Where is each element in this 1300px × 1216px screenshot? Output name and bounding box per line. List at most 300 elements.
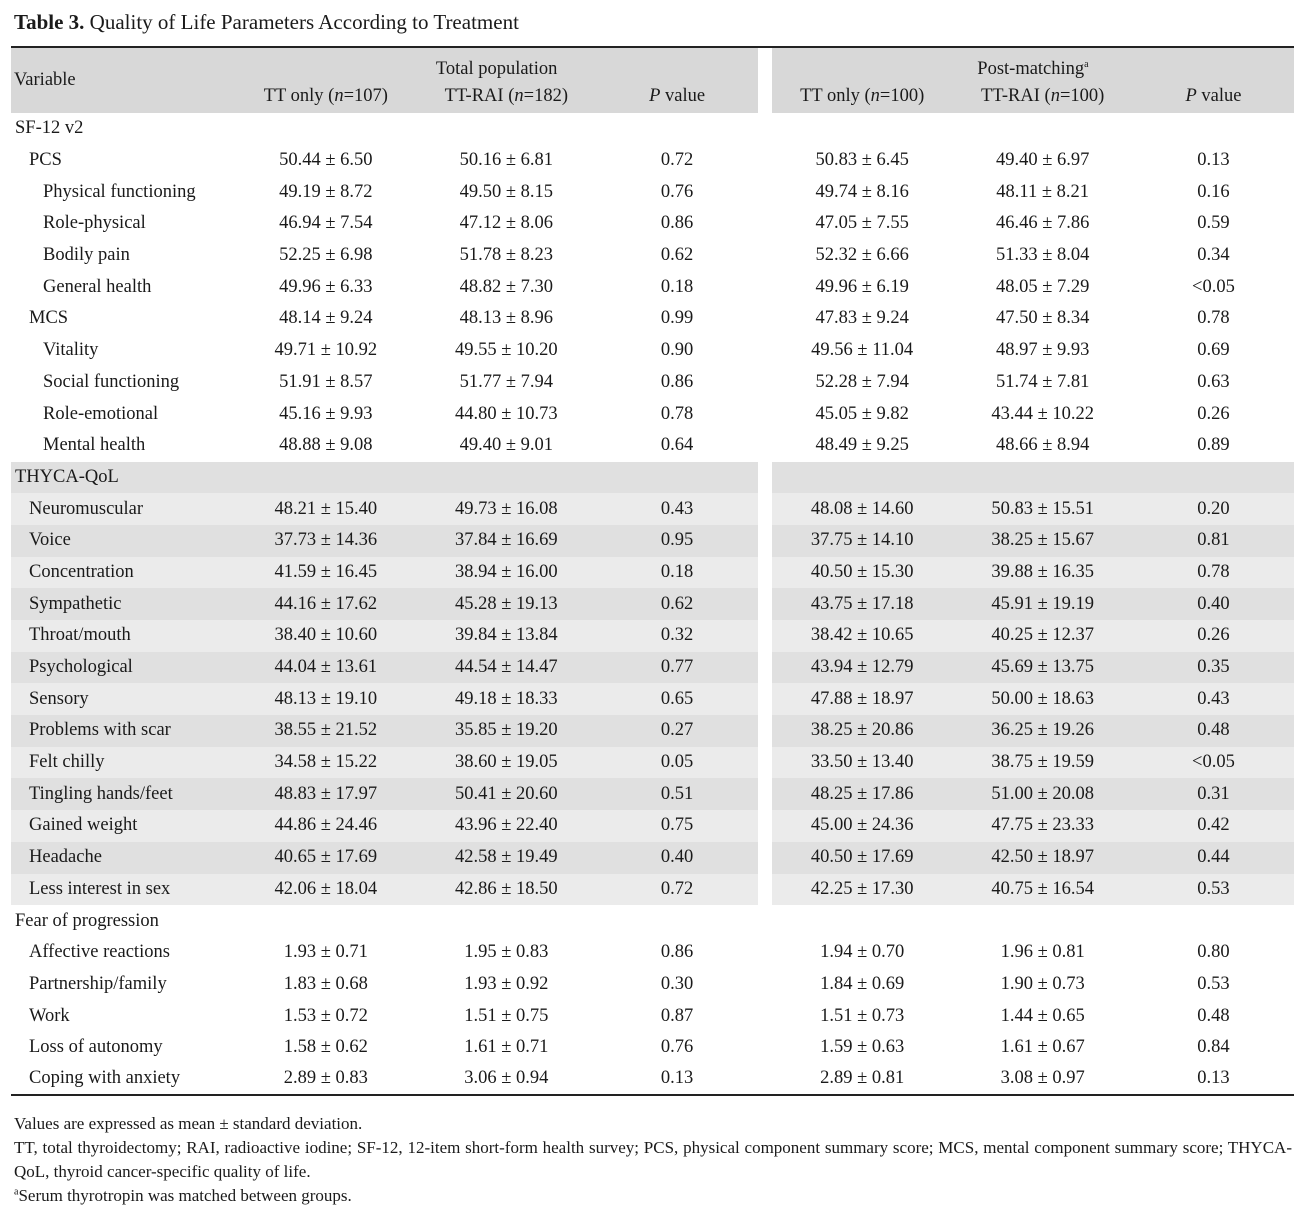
header-group-row: [11, 47, 1294, 80]
tt-rai-total-value: 49.50 ± 8.15: [459, 181, 554, 202]
empty-cell: [772, 113, 952, 145]
row-label: Affective reactions: [29, 942, 170, 963]
header-tt-rai-matched: TT-RAI (n=100): [952, 80, 1132, 113]
footnote-note-text: Serum thyrotropin was matched between groups.: [18, 1186, 352, 1205]
row-label: Felt chilly: [11, 747, 236, 779]
tt-only-matched-value: 42.25 ± 17.30: [772, 874, 952, 906]
p-value-matched: 0.69: [1197, 340, 1230, 361]
tt-only-matched-value: 43.75 ± 17.18: [772, 588, 952, 620]
tt-only-total-value: 42.06 ± 18.04: [236, 874, 416, 906]
table-row: [11, 557, 1294, 589]
tt-only-total-value: 40.65 ± 17.69: [236, 842, 416, 874]
header-total-population: Total population: [236, 47, 758, 80]
row-label: Voice: [11, 525, 236, 557]
table-row: [11, 969, 1294, 1001]
column-gap: [758, 176, 772, 208]
p-value-matched: 0.42: [1133, 810, 1294, 842]
row-label: Loss of autonomy: [29, 1037, 163, 1058]
row-label: Mental health: [43, 435, 146, 456]
row-label: Sensory: [11, 683, 236, 715]
header-post-matching: [772, 47, 1294, 80]
tt-only-matched-value: 48.49 ± 9.25: [815, 435, 909, 456]
empty-cell: [1133, 113, 1294, 145]
tt-only-total-value: 2.89 ± 0.83: [236, 1064, 416, 1096]
table-footnotes: [14, 1112, 1292, 1208]
column-gap: [758, 240, 772, 272]
p-value-matched: 0.84: [1197, 1037, 1230, 1058]
footnote-note: [14, 1184, 1292, 1208]
section-title: Fear of progression: [15, 910, 159, 931]
tt-only-total-value: 49.19 ± 8.72: [279, 181, 373, 202]
column-gap: [758, 430, 772, 462]
tt-only-total-value: 38.40 ± 10.60: [236, 620, 416, 652]
row-label: Less interest in sex: [11, 874, 236, 906]
p-value-matched: 0.40: [1133, 588, 1294, 620]
p-value-matched: 0.53: [1133, 874, 1294, 906]
column-gap: [758, 969, 772, 1001]
tt-rai-total-value: 50.41 ± 20.60: [416, 778, 596, 810]
tt-only-total-value: 38.55 ± 21.52: [236, 715, 416, 747]
table-row: [11, 493, 1294, 525]
table-row: [11, 747, 1294, 779]
tt-rai-matched-value: 3.08 ± 0.97: [952, 1064, 1132, 1096]
table-row: [11, 271, 1294, 303]
tt-rai-total-value: 1.95 ± 0.83: [464, 942, 549, 963]
tt-only-total-value: 48.13 ± 19.10: [236, 683, 416, 715]
tt-rai-matched-value: 1.90 ± 0.73: [1000, 973, 1085, 994]
tt-rai-total-value: 49.55 ± 10.20: [454, 340, 558, 361]
tt-rai-matched-value: 49.40 ± 6.97: [995, 150, 1090, 171]
column-gap: [758, 937, 772, 969]
tt-only-matched-value: 52.28 ± 7.94: [815, 371, 909, 392]
p-value-matched: 0.48: [1197, 1005, 1230, 1026]
table-row: [11, 715, 1294, 747]
header-tt-rai-total: TT-RAI (n=182): [416, 80, 596, 113]
tt-only-total-value: 48.83 ± 17.97: [236, 778, 416, 810]
row-label: Physical functioning: [43, 181, 196, 202]
p-value-total: 0.86: [660, 213, 694, 234]
table-row: [11, 652, 1294, 684]
tt-rai-total-value: 38.94 ± 16.00: [416, 557, 596, 589]
column-gap: [758, 208, 772, 240]
table-row: [11, 937, 1294, 969]
empty-cell: [1133, 462, 1294, 494]
tt-only-matched-value: 33.50 ± 13.40: [772, 747, 952, 779]
section-title: THYCA-QoL: [11, 462, 236, 494]
tt-only-matched-value: 50.83 ± 6.45: [815, 150, 909, 171]
column-gap: [758, 271, 772, 303]
tt-only-total-value: 49.71 ± 10.92: [274, 340, 378, 361]
p-value-total: 0.05: [597, 747, 758, 779]
p-value-total: 0.51: [597, 778, 758, 810]
tt-rai-matched-value: 38.25 ± 15.67: [952, 525, 1132, 557]
footnote-mark: a: [1084, 58, 1089, 70]
column-gap: [758, 588, 772, 620]
p-value-total: 0.76: [660, 181, 694, 202]
tt-rai-matched-value: 45.69 ± 13.75: [952, 652, 1132, 684]
tt-only-matched-value: 45.00 ± 24.36: [772, 810, 952, 842]
table-row: [11, 430, 1294, 462]
tt-rai-matched-value: 50.83 ± 15.51: [952, 493, 1132, 525]
row-label: Gained weight: [11, 810, 236, 842]
header-tt-only-total: TT only (n=107): [236, 80, 416, 113]
empty-cell: [597, 462, 758, 494]
p-value-matched: 0.81: [1133, 525, 1294, 557]
p-value-total: 0.76: [660, 1037, 694, 1058]
section-row: [11, 905, 1294, 937]
p-value-matched: 0.34: [1197, 245, 1230, 266]
tt-rai-total-value: 49.73 ± 16.08: [416, 493, 596, 525]
p-value-matched: 0.53: [1197, 973, 1230, 994]
tt-only-total-value: 48.21 ± 15.40: [236, 493, 416, 525]
p-value-matched: 0.35: [1133, 652, 1294, 684]
tt-rai-total-value: 42.86 ± 18.50: [416, 874, 596, 906]
tt-only-matched-value: 48.08 ± 14.60: [772, 493, 952, 525]
empty-cell: [236, 113, 416, 145]
tt-rai-total-value: 50.16 ± 6.81: [459, 150, 554, 171]
p-value-matched: 0.13: [1133, 1064, 1294, 1096]
p-value-total: 0.62: [597, 588, 758, 620]
row-label: Social functioning: [43, 371, 180, 392]
p-value-matched: 0.78: [1197, 308, 1230, 329]
row-label: MCS: [29, 308, 69, 329]
row-label: Role-emotional: [43, 403, 159, 424]
tt-rai-matched-value: 46.46 ± 7.86: [995, 213, 1090, 234]
p-value-matched: 0.48: [1133, 715, 1294, 747]
tt-only-total-value: 50.44 ± 6.50: [279, 150, 373, 171]
p-value-matched: 0.26: [1197, 403, 1230, 424]
table-row: [11, 145, 1294, 177]
tt-only-matched-value: 40.50 ± 17.69: [772, 842, 952, 874]
tt-rai-total-value: 48.13 ± 8.96: [459, 308, 554, 329]
p-value-matched: 0.13: [1197, 150, 1230, 171]
empty-cell: [236, 462, 416, 494]
row-label: Tingling hands/feet: [11, 778, 236, 810]
p-value-total: 0.99: [660, 308, 694, 329]
tt-rai-total-value: 51.77 ± 7.94: [459, 371, 554, 392]
table-row: [11, 367, 1294, 399]
tt-rai-matched-value: 48.97 ± 9.93: [995, 340, 1090, 361]
p-value-matched: <0.05: [1192, 276, 1235, 297]
tt-only-total-value: 34.58 ± 15.22: [236, 747, 416, 779]
header-gap: [758, 47, 772, 113]
column-gap: [758, 493, 772, 525]
table-title: Quality of Life Parameters According to Treatment: [89, 10, 519, 34]
table-row: [11, 874, 1294, 906]
header-variable: Variable: [11, 47, 236, 113]
row-label: Sympathetic: [11, 588, 236, 620]
footnote-values: Values are expressed as mean ± standard deviation.: [14, 1114, 363, 1133]
row-label: Coping with anxiety: [11, 1064, 236, 1096]
table-row: [11, 303, 1294, 335]
column-gap: [758, 842, 772, 874]
tt-only-matched-value: 2.89 ± 0.81: [772, 1064, 952, 1096]
header-tt-only-matched: TT only (n=100): [772, 80, 952, 113]
tt-only-matched-value: 1.51 ± 0.73: [820, 1005, 905, 1026]
tt-only-total-value: 46.94 ± 7.54: [279, 213, 373, 234]
row-label: Role-physical: [43, 213, 146, 234]
table-row: [11, 176, 1294, 208]
row-label: Vitality: [43, 340, 99, 361]
tt-only-matched-value: 47.83 ± 9.24: [815, 308, 909, 329]
tt-only-total-value: 52.25 ± 6.98: [279, 245, 373, 266]
tt-rai-matched-value: 51.74 ± 7.81: [995, 371, 1090, 392]
column-gap: [758, 747, 772, 779]
column-gap: [758, 1064, 772, 1096]
column-gap: [758, 557, 772, 589]
table-body: [11, 113, 1294, 1095]
p-value-matched: 0.78: [1133, 557, 1294, 589]
tt-only-matched-value: 43.94 ± 12.79: [772, 652, 952, 684]
tt-only-total-value: 1.93 ± 0.71: [283, 942, 368, 963]
empty-cell: [236, 905, 416, 937]
tt-rai-matched-value: 1.96 ± 0.81: [1000, 942, 1085, 963]
tt-only-total-value: 44.86 ± 24.46: [236, 810, 416, 842]
tt-rai-total-value: 42.58 ± 19.49: [416, 842, 596, 874]
table-row: [11, 525, 1294, 557]
column-gap: [758, 905, 772, 937]
column-gap: [758, 652, 772, 684]
row-label: Work: [29, 1005, 70, 1026]
tt-rai-matched-value: 47.50 ± 8.34: [995, 308, 1090, 329]
row-label: Bodily pain: [43, 245, 130, 266]
empty-cell: [1133, 905, 1294, 937]
p-value-matched: 0.59: [1197, 213, 1230, 234]
table-row: [11, 208, 1294, 240]
column-gap: [758, 335, 772, 367]
empty-cell: [416, 462, 596, 494]
p-value-matched: 0.80: [1197, 942, 1230, 963]
p-value-total: 0.18: [597, 557, 758, 589]
p-value-matched: 0.26: [1133, 620, 1294, 652]
tt-rai-matched-value: 1.61 ± 0.67: [1000, 1037, 1085, 1058]
header-pvalue-total: P value: [597, 80, 758, 113]
footnote-abbreviations: TT, total thyroidectomy; RAI, radioactive iodine; SF-12, 12-item short-form health survey; PCS, physical component summary score; MCS, mental component summary score; THYCA-QoL, thyroid cancer-specific quality of life.: [14, 1138, 1292, 1181]
column-gap: [758, 620, 772, 652]
tt-rai-total-value: 51.78 ± 8.23: [459, 245, 554, 266]
empty-cell: [416, 113, 596, 145]
tt-only-matched-value: 47.88 ± 18.97: [772, 683, 952, 715]
tt-only-total-value: 44.16 ± 17.62: [236, 588, 416, 620]
tt-rai-total-value: 1.61 ± 0.71: [464, 1037, 549, 1058]
p-value-total: 0.95: [597, 525, 758, 557]
p-value-total: 0.78: [660, 403, 694, 424]
table-row: [11, 240, 1294, 272]
column-gap: [758, 1000, 772, 1032]
tt-only-total-value: 1.58 ± 0.62: [283, 1037, 368, 1058]
tt-only-total-value: 48.88 ± 9.08: [279, 435, 373, 456]
tt-only-total-value: 49.96 ± 6.33: [279, 276, 373, 297]
tt-rai-matched-value: 48.11 ± 8.21: [996, 181, 1089, 202]
tt-rai-matched-value: 39.88 ± 16.35: [952, 557, 1132, 589]
tt-rai-matched-value: 40.25 ± 12.37: [952, 620, 1132, 652]
p-value-matched: 0.44: [1133, 842, 1294, 874]
p-value-matched: 0.89: [1197, 435, 1230, 456]
column-gap: [758, 1032, 772, 1064]
empty-cell: [772, 905, 952, 937]
column-gap: [758, 462, 772, 494]
tt-rai-total-value: 47.12 ± 8.06: [459, 213, 554, 234]
row-label: General health: [43, 276, 152, 297]
tt-only-total-value: 41.59 ± 16.45: [236, 557, 416, 589]
p-value-total: 0.40: [597, 842, 758, 874]
tt-only-total-value: 45.16 ± 9.93: [279, 403, 373, 424]
tt-only-total-value: 44.04 ± 13.61: [236, 652, 416, 684]
table-row: [11, 810, 1294, 842]
table-row: [11, 398, 1294, 430]
table-label: Table 3.: [14, 10, 85, 34]
empty-cell: [772, 462, 952, 494]
p-value-total: 0.87: [660, 1005, 694, 1026]
tt-rai-total-value: 39.84 ± 13.84: [416, 620, 596, 652]
tt-rai-matched-value: 47.75 ± 23.33: [952, 810, 1132, 842]
row-label: PCS: [29, 150, 62, 171]
table-row: [11, 778, 1294, 810]
column-gap: [758, 715, 772, 747]
p-value-total: 0.75: [597, 810, 758, 842]
footnote-note-mark: a: [14, 1186, 19, 1198]
tt-rai-total-value: 49.18 ± 18.33: [416, 683, 596, 715]
row-label: Psychological: [11, 652, 236, 684]
p-value-matched: 0.31: [1133, 778, 1294, 810]
tt-only-matched-value: 49.56 ± 11.04: [811, 340, 914, 361]
section-row: [11, 462, 1294, 494]
tt-only-total-value: 51.91 ± 8.57: [279, 371, 373, 392]
p-value-matched: 0.16: [1197, 181, 1230, 202]
tt-rai-matched-value: 51.00 ± 20.08: [952, 778, 1132, 810]
tt-only-matched-value: 1.84 ± 0.69: [820, 973, 905, 994]
p-value-total: 0.86: [660, 371, 694, 392]
tt-rai-matched-value: 42.50 ± 18.97: [952, 842, 1132, 874]
tt-only-matched-value: 1.94 ± 0.70: [820, 942, 905, 963]
tt-rai-total-value: 44.80 ± 10.73: [454, 403, 558, 424]
row-label: Problems with scar: [11, 715, 236, 747]
quality-of-life-table: [11, 46, 1294, 1096]
tt-rai-matched-value: 1.44 ± 0.65: [1000, 1005, 1085, 1026]
tt-only-matched-value: 47.05 ± 7.55: [815, 213, 909, 234]
row-label: Headache: [11, 842, 236, 874]
header-post-matching-label: Post-matching: [977, 59, 1085, 79]
row-label: Concentration: [11, 557, 236, 589]
p-value-total: 0.86: [660, 942, 694, 963]
empty-cell: [952, 905, 1132, 937]
p-value-matched: 0.63: [1197, 371, 1230, 392]
tt-rai-total-value: 43.96 ± 22.40: [416, 810, 596, 842]
p-value-total: 0.77: [597, 652, 758, 684]
tt-rai-total-value: 48.82 ± 7.30: [459, 276, 554, 297]
table-caption: [14, 8, 519, 36]
tt-rai-total-value: 1.51 ± 0.75: [464, 1005, 549, 1026]
section-row: [11, 113, 1294, 145]
tt-rai-matched-value: 38.75 ± 19.59: [952, 747, 1132, 779]
p-value-total: 0.27: [597, 715, 758, 747]
table-row: [11, 1064, 1294, 1096]
empty-cell: [416, 905, 596, 937]
tt-rai-total-value: 35.85 ± 19.20: [416, 715, 596, 747]
p-value-total: 0.72: [597, 874, 758, 906]
p-value-total: 0.13: [597, 1064, 758, 1096]
tt-rai-matched-value: 43.44 ± 10.22: [991, 403, 1094, 424]
tt-rai-matched-value: 40.75 ± 16.54: [952, 874, 1132, 906]
column-gap: [758, 145, 772, 177]
p-value-total: 0.62: [660, 245, 694, 266]
table-row: [11, 683, 1294, 715]
column-gap: [758, 683, 772, 715]
p-value-total: 0.65: [597, 683, 758, 715]
table-row: [11, 588, 1294, 620]
tt-only-matched-value: 40.50 ± 15.30: [772, 557, 952, 589]
tt-only-total-value: 48.14 ± 9.24: [279, 308, 373, 329]
p-value-total: 0.30: [660, 973, 694, 994]
p-value-total: 0.43: [597, 493, 758, 525]
column-gap: [758, 874, 772, 906]
tt-rai-matched-value: 48.66 ± 8.94: [995, 435, 1090, 456]
tt-rai-total-value: 1.93 ± 0.92: [464, 973, 549, 994]
tt-rai-matched-value: 36.25 ± 19.26: [952, 715, 1132, 747]
p-value-total: 0.18: [660, 276, 694, 297]
table-row: [11, 335, 1294, 367]
column-gap: [758, 525, 772, 557]
tt-rai-matched-value: 45.91 ± 19.19: [952, 588, 1132, 620]
table-row: [11, 1032, 1294, 1064]
tt-only-matched-value: 1.59 ± 0.63: [820, 1037, 905, 1058]
empty-cell: [952, 462, 1132, 494]
tt-only-total-value: 37.73 ± 14.36: [236, 525, 416, 557]
tt-only-matched-value: 49.96 ± 6.19: [815, 276, 909, 297]
empty-cell: [597, 905, 758, 937]
tt-rai-total-value: 38.60 ± 19.05: [416, 747, 596, 779]
column-gap: [758, 398, 772, 430]
p-value-matched: <0.05: [1133, 747, 1294, 779]
tt-rai-matched-value: 48.05 ± 7.29: [995, 276, 1090, 297]
tt-rai-total-value: 49.40 ± 9.01: [459, 435, 554, 456]
p-value-matched: 0.20: [1133, 493, 1294, 525]
p-value-matched: 0.43: [1133, 683, 1294, 715]
tt-rai-total-value: 44.54 ± 14.47: [416, 652, 596, 684]
tt-only-matched-value: 52.32 ± 6.66: [815, 245, 909, 266]
tt-only-matched-value: 38.42 ± 10.65: [772, 620, 952, 652]
table-row: [11, 1000, 1294, 1032]
tt-only-total-value: 1.83 ± 0.68: [283, 973, 368, 994]
table-row: [11, 842, 1294, 874]
tt-rai-total-value: 3.06 ± 0.94: [416, 1064, 596, 1096]
p-value-total: 0.64: [660, 435, 694, 456]
column-gap: [758, 810, 772, 842]
empty-cell: [952, 113, 1132, 145]
p-value-total: 0.72: [660, 150, 694, 171]
column-gap: [758, 778, 772, 810]
tt-rai-matched-value: 50.00 ± 18.63: [952, 683, 1132, 715]
column-gap: [758, 303, 772, 335]
tt-rai-matched-value: 51.33 ± 8.04: [995, 245, 1090, 266]
row-label: Partnership/family: [29, 973, 167, 994]
tt-only-matched-value: 37.75 ± 14.10: [772, 525, 952, 557]
column-gap: [758, 113, 772, 145]
p-value-total: 0.32: [597, 620, 758, 652]
column-gap: [758, 367, 772, 399]
row-label: Neuromuscular: [11, 493, 236, 525]
tt-rai-total-value: 37.84 ± 16.69: [416, 525, 596, 557]
header-pvalue-matched: P value: [1133, 80, 1294, 113]
tt-only-matched-value: 38.25 ± 20.86: [772, 715, 952, 747]
section-title: SF-12 v2: [15, 118, 84, 139]
table-row: [11, 620, 1294, 652]
row-label: Throat/mouth: [11, 620, 236, 652]
empty-cell: [597, 113, 758, 145]
tt-only-matched-value: 48.25 ± 17.86: [772, 778, 952, 810]
p-value-total: 0.90: [660, 340, 694, 361]
tt-only-matched-value: 45.05 ± 9.82: [815, 403, 909, 424]
